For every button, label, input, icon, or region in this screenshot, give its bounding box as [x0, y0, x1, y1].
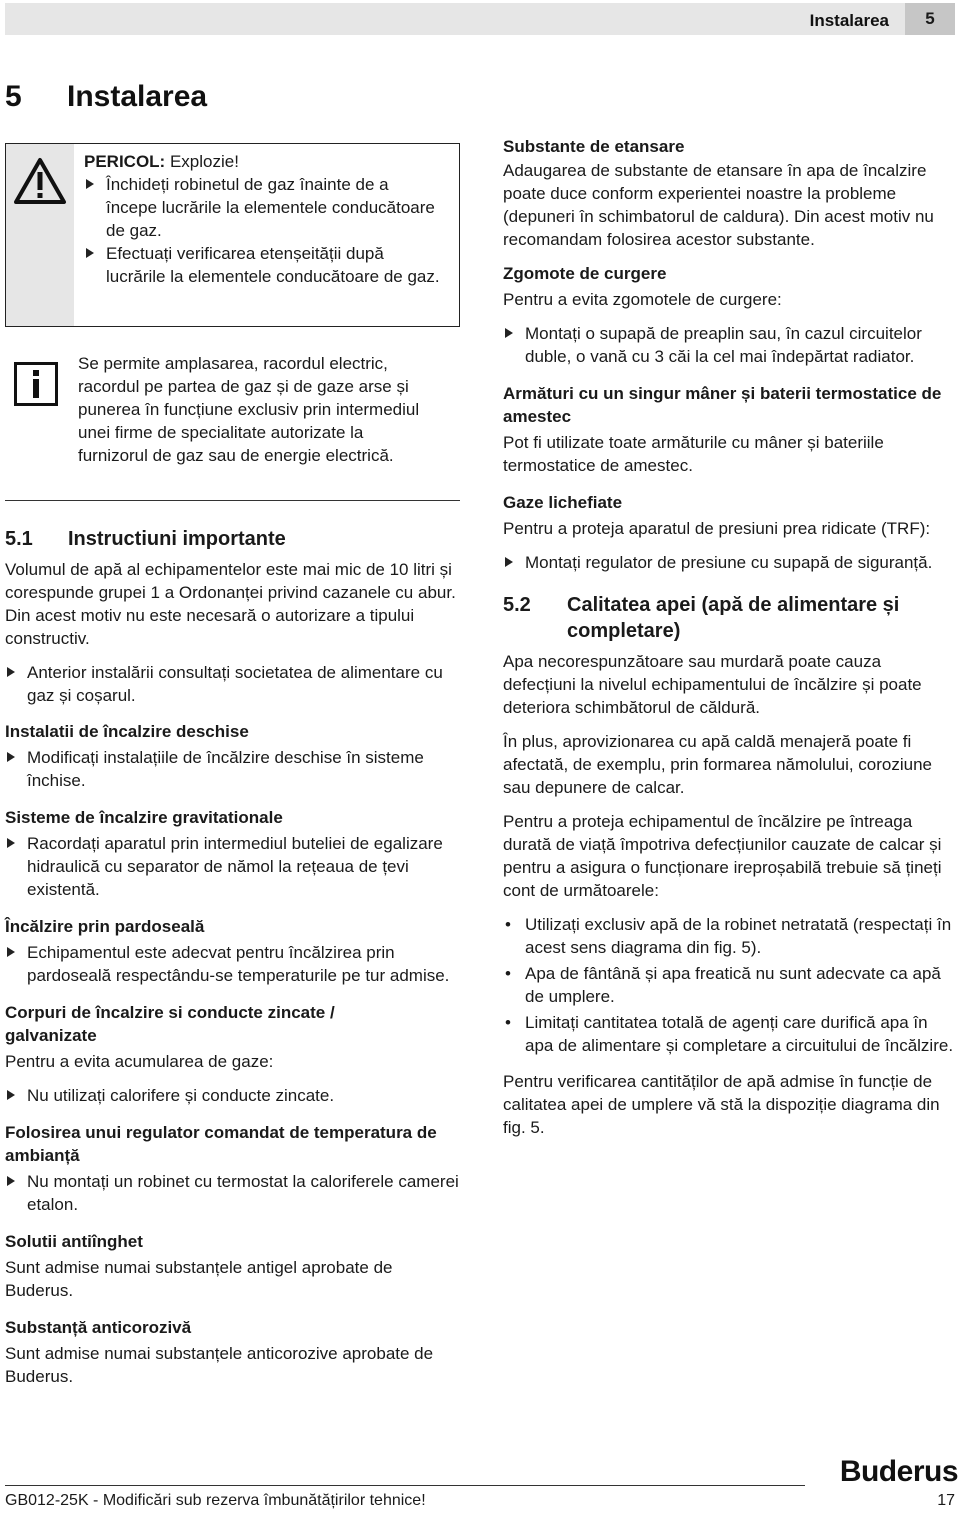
danger-box	[5, 143, 460, 327]
right-column	[503, 135, 958, 1139]
section-heading	[5, 526, 460, 552]
footer-page-number: 17	[937, 1492, 955, 1509]
section-number: 5.2	[503, 594, 531, 616]
list-item-text: Limitați cantitatea totală de agenți care durifică apa în apa de alimentare și completare a circuitului de încălzire.	[525, 1013, 954, 1055]
paragraph: Pentru a evita acumularea de gaze:	[5, 1052, 274, 1071]
list-item	[503, 1011, 958, 1057]
subheading: Gaze lichefiate	[503, 493, 623, 512]
subheading: Zgomote de curgere	[503, 264, 667, 283]
header-page-number: 5	[905, 3, 955, 35]
danger-text	[84, 150, 444, 288]
section-intro: Volumul de apă al echipamentelor este mai mic de 10 litri și corespunde grupei 1 a Ordonanței privind cazanele cu abur. Din acest motiv nu este necesară o autorizare a tipului constructiv.	[5, 560, 456, 648]
paragraph: Adaugarea de substante de etansare în apa de încalzire poate duce conform experientei noastre la probleme (depuneri în schimbatorul de caldura). Din acest motiv nu recomandam folosirea acestor substante.	[503, 161, 934, 249]
danger-heading	[84, 150, 444, 173]
paragraph: Sunt admise numai substanțele antigel aprobate de Buderus.	[5, 1258, 393, 1300]
paragraph: Pentru a evita zgomotele de curgere:	[503, 290, 782, 309]
list-item-text: Utilizați exclusiv apă de la robinet netratată (respectați în acest sens diagrama din fig. 5).	[525, 915, 952, 957]
section-5-2-heading	[503, 592, 958, 644]
danger-heading-text: Explozie!	[165, 152, 239, 171]
info-icon	[14, 362, 58, 406]
action-item: Racordați aparatul prin intermediul buteliei de egalizare hidraulică cu separator de nămol la rețeaua de țevi existentă.	[5, 832, 460, 901]
action-item: Anterior instalării consultați societatea de alimentare cu gaz și coșarul.	[5, 661, 460, 707]
section-title: Instructiuni importante	[68, 528, 286, 550]
paragraph: Pot fi utilizate toate armăturile cu mâner și bateriile termostatice de amestec.	[503, 433, 884, 475]
subheading: Armături cu un singur mâner și baterii termostatice de amestec	[503, 384, 942, 426]
divider	[5, 500, 460, 501]
subheading: Folosirea unui regulator comandat de temperatura de ambianță	[5, 1123, 437, 1165]
chapter-number: 5	[5, 80, 22, 113]
section-number: 5.1	[5, 528, 33, 550]
info-text: Se permite amplasarea, racordul electric, racordul pe partea de gaz și de gaze arse și punerea în funcțiune exclusiv prin intermediul unei firme de specialitate autorizate la furnizorul de gaz sau de energie electrică.	[78, 354, 420, 465]
danger-label: PERICOL:	[84, 152, 166, 171]
chapter-title	[5, 80, 207, 114]
warning-triangle-icon	[12, 156, 68, 206]
footer-text: GB012-25K - Modificări sub rezerva îmbunătățirilor tehnice!	[5, 1492, 426, 1509]
paragraph: Pentru a proteja aparatul de presiuni prea ridicate (TRF):	[503, 519, 931, 538]
danger-icon-area	[6, 144, 74, 326]
subheading: Sisteme de încalzire gravitationale	[5, 808, 283, 827]
action-item: Echipamentul este adecvat pentru încălzirea prin pardoseală respectându-se temperaturile pe tur admise.	[5, 941, 460, 987]
subheading: Solutii antiînghet	[5, 1232, 143, 1251]
action-item: Nu utilizați calorifere și conducte zincate.	[5, 1084, 460, 1107]
section-title: Calitatea apei (apă de alimentare și completare)	[567, 594, 900, 642]
paragraph: Pentru verificarea cantităților de apă admise în funcție de calitatea apei de umplere vă stă la dispoziție diagrama din fig. 5.	[503, 1072, 940, 1137]
subheading: Substanță anticorozivă	[5, 1318, 192, 1337]
paragraph: Sunt admise numai substanțele anticorozive aprobate de Buderus.	[5, 1344, 434, 1386]
subheading: Încălzire prin pardoseală	[5, 917, 205, 936]
chapter-title-text: Instalarea	[67, 80, 208, 113]
header-title: Instalarea	[809, 11, 889, 30]
bullet: •	[505, 915, 511, 934]
bullet: •	[505, 964, 511, 983]
list-item	[503, 962, 958, 1008]
danger-item: Efectuați verificarea etenșeității după lucrările la elementele conducătoare de gaz.	[84, 242, 444, 288]
subheading: Corpuri de încalzire si conducte zincate / galvanizate	[5, 1003, 335, 1045]
list-item	[503, 913, 958, 959]
section-5-1	[5, 526, 460, 1388]
paragraph: În plus, aprovizionarea cu apă caldă menajeră poate fi afectată, de exemplu, prin formarea nămolului, coroziune sau depunere de calcar.	[503, 732, 933, 797]
paragraph: Apa necorespunzătoare sau murdară poate cauza defecțiuni la nivelul echipamentului de încălzire și poate deteriora schimbătorul de căldură.	[503, 652, 922, 717]
action-item: Montați o supapă de preaplin sau, în cazul circuitelor duble, o vană cu 3 căi la cel mai îndepărtat radiator.	[503, 322, 958, 368]
action-item: Modificați instalațiile de încălzire deschise în sisteme închise.	[5, 746, 460, 792]
list-item-text: Apa de fântână și apa freatică nu sunt adecvate ca apă de umplere.	[525, 964, 941, 1006]
action-item: Nu montați un robinet cu termostat la caloriferele camerei etalon.	[5, 1170, 460, 1216]
bullet: •	[505, 1013, 511, 1032]
header-bar	[5, 3, 955, 35]
subheading: Substante de etansare	[503, 137, 685, 156]
buderus-logo: Buderus	[839, 1455, 958, 1488]
subheading: Instalatii de încalzire deschise	[5, 722, 249, 741]
footer-divider	[5, 1485, 805, 1486]
action-item: Montați regulator de presiune cu supapă de siguranță.	[503, 551, 958, 574]
danger-item: Închideți robinetul de gaz înainte de a începe lucrările la elementele conducătoare de gaz.	[84, 173, 444, 242]
paragraph: Pentru a proteja echipamentul de încălzire pe întreaga durată de viață împotriva defecțiunilor cauzate de calcar și pentru a asigura o funcționare ireproșabilă trebuie să țineți cont de următoarele:	[503, 812, 942, 900]
